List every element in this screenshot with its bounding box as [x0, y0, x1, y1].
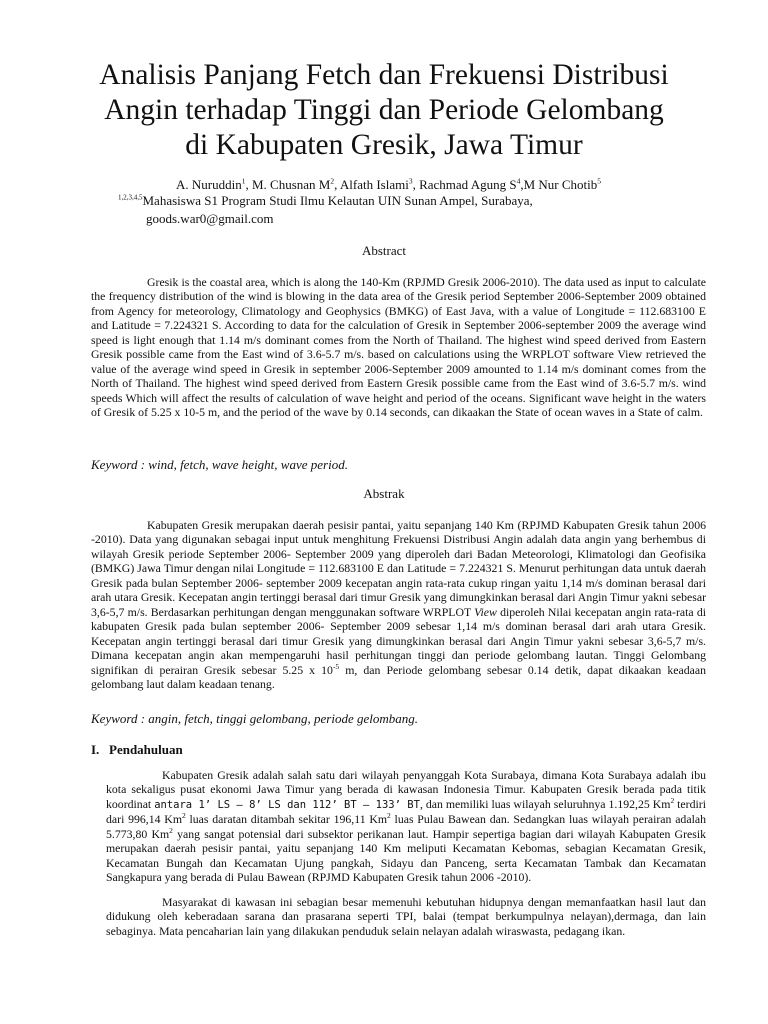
title-line: Analisis Panjang Fetch dan Frekuensi Distribusi [99, 59, 669, 91]
intro-text: luas Pulau Bawean dan. Sedangkan luas wilayah perairan adalah 5.773,80 Km [106, 812, 706, 841]
abstract-heading: Abstract [361, 243, 407, 258]
author-mark: 2 [330, 176, 335, 186]
title-line: Angin terhadap Tinggi dan Periode Gelombang [104, 94, 664, 126]
abstract-id-text: Kabupaten Gresik merupakan daerah pesisir pantai, yaitu sepanjang 140 Km (RPJMD Kabupaten Gresik tahun 2006 -2010). Data yang digunakan sebagai input untuk menghitung Frekuensi Distribusi Angin adalah data angin yang berhembus di wilayah Gresik periode September 2006- September 2009 yang diperoleh dari Badan Meteorologi, Klimatologi dan Geofisika (BMKG) Jawa Timur dengan nilai Longitude = 112.683100 E dan Latitude = 7.224321 S. Menurut perhitungan data untuk daerah Gresik pada bulan September 2006- september 2009 kecepatan angin rata-rata cukup ringan yaitu 1,14 m/s dominan berasal dari arah utara Gresik. Kecepatan angin tertinggi berasal dari timur Gresik yang dimungkinkan berasal dari Angin Timur yakni sebesar 3,6-5,7 m/s. Berdasarkan perhitungan dengan menggunakan software WRPLOT [91, 518, 706, 619]
intro-text: terdiri dari 996,14 Km [106, 796, 706, 827]
intro-paragraph-1 [106, 768, 706, 885]
intro-text: , dan memiliki luas wilayah seluruhnya 1.192,25 Km [419, 796, 671, 811]
section-title: Pendahuluan [109, 742, 183, 757]
affiliation-marks: 1,2,3,4,5 [118, 193, 143, 202]
abstract-id-body [91, 518, 706, 691]
author-mark: 4 [516, 176, 521, 186]
abstract-id-exponent: -5 [332, 661, 340, 671]
author-mark: 1 [241, 176, 246, 186]
abstract-id-text: diperoleh Nilai kecepatan angin rata-rata di kabupaten Gresik pada bulan september 2006- September 2009 sebesar 1,14 m/s dominan berasal dari arah utara Gresik. Kecepatan angin tertinggi berasal dari timur Gresik yang dimungkinkan berasal dari Angin Timur yakni sebesar 3,6-5,7 m/s. Dimana kecepatan angin akan mempengaruhi hasil perhitungan tinggi dan periode gelombang lautan. Tinggi Gelombang signifikan di perairan Gresik sebesar 5.25 x 10 [91, 604, 706, 677]
abstrak-heading: Abstrak [363, 486, 405, 501]
unit-exponent: 2 [670, 795, 675, 805]
abstract-id-italic: View [474, 604, 497, 619]
author-email: goods.war0@gmail.com [146, 211, 274, 226]
keywords-id: Keyword : angin, fetch, tinggi gelombang, periode gelombang. [91, 711, 418, 726]
author-mark: 3 [408, 176, 413, 186]
intro-text: yang sangat potensial dari subsektor perikanan laut. Hampir sepertiga bagian dari wilayah Kabupaten Gresik merupakan daerah pesisir pantai, yaitu sepanjang 140 Km meliputi Kecamatan Kebomas, sebagian Kecamatan Gresik, Kecamatan Bungah dan Kecamatan Ujung pangkah, Sidayu dan Panceng, serta Kecamatan Tambak dan Kecamatan Sangkapura yang berada di Pulau Bawean (RPJMD Kabupaten Gresik tahun 2006 -2010). [106, 826, 707, 885]
author-name: , M. Chusnan M [245, 177, 331, 192]
author-name: A. Nuruddin [176, 177, 242, 192]
affiliation [118, 192, 533, 228]
section-number: I. [91, 742, 100, 757]
author-name: , Rachmad Agung S [412, 177, 517, 192]
coordinate-text: antara 1’ LS – 8’ LS dan 112’ BT – 133’ BT [154, 798, 420, 811]
abstract-id-text: m, dan Periode gelombang sebesar 0.14 detik, dapat dikaakan keadaan gelombang laut dalam keadaan tenang. [91, 662, 706, 691]
unit-exponent: 2 [182, 811, 186, 821]
affiliation-text: Mahasiswa S1 Program Studi Ilmu Kelautan UIN Sunan Ampel, Surabaya, [142, 193, 533, 208]
section-heading [91, 742, 183, 758]
title-line: di Kabupaten Gresik, Jawa Timur [185, 129, 583, 161]
intro-paragraph-2: Masyarakat di kawasan ini sebagian besar memenuhi kebutuhan hidupnya dengan memanfaatkan hasil laut dan didukung oleh keberadaan sarana dan prasarana seperti TPI, balai (tempat berkumpulnya nelayan),dermaga, dan lain sebaginya. Mata pencaharian lain yang dilakukan penduduk selain nelayan adalah wiraswasta, pedagang ikan. [106, 895, 706, 938]
author-name: , Alfath Islami [334, 177, 409, 192]
author-mark: 5 [597, 176, 602, 186]
abstract-en-body: Gresik is the coastal area, which is along the 140-Km (RPJMD Gresik 2006-2010). The data used as input to calculate the frequency distribution of the wind is blowing in the data area of the Gresik period September 2006-September 2009 obtained from Agency for meteorology, Climatology and Geophysics (BMKG) of East Java, with a value of Longitude = 112.683100 E and Latitude = 7.224321 S. According to data for the calculation of Gresik in September 2006-september 2009 the average wind speed is light enough that 1.14 m/s dominant comes from the North of Thailand. The highest wind speed derived from Eastern Gresik possible came from the East wind of 3.6-5.7 m/s. based on calculations using the WRPLOT software View retrieved the value of the average wind speed in Gresik in september 2006-September 2009 amounted to 1.14 m/s dominant comes from the North of Thailand. The highest wind speed derived from Eastern Gresik possible came from the East wind of 3.6-5.7 m/s. wind speeds Which will affect the results of calculation of wave height and period of the oceans. Significant wave height in the waters of Gresik of 5.25 x 10-5 m, and the period of the wave by 0.14 seconds, can dikaakan the State of ocean waves in a State of calm. [91, 275, 706, 420]
unit-exponent: 2 [169, 825, 173, 835]
paper-title [60, 58, 708, 163]
author-list [176, 177, 601, 193]
unit-exponent: 2 [387, 811, 391, 821]
author-name: ,M Nur Chotib [520, 177, 598, 192]
intro-text: Kabupaten Gresik adalah salah satu dari wilayah penyanggah Kota Surabaya, dimana Kota Surabaya adalah ibu kota sekaligus pusat ekonomi Jawa Timur yang berada di kawasan Indonesia Timur. Kabupaten Gresik berada pada titik koordinat [106, 768, 706, 811]
keywords-en: Keyword : wind, fetch, wave height, wave period. [91, 457, 348, 472]
intro-text: luas daratan ditambah sekitar 196,11 Km [185, 812, 388, 827]
